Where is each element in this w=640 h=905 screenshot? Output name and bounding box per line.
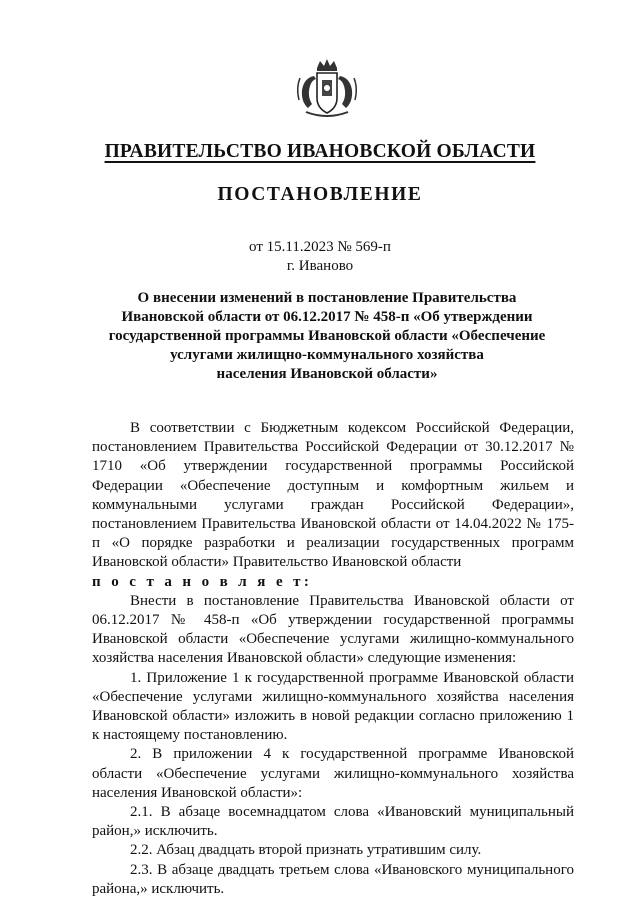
title-line: государственной программы Ивановской области «Обеспечение — [108, 328, 546, 344]
title-line: населения Ивановской области» — [216, 366, 438, 382]
subitem-paragraph: 2.2. Абзац двадцать второй признать утратившим силу. — [130, 842, 482, 859]
item-paragraph: 1. Приложение 1 к государственной программе Ивановской области «Обеспечение услугами жилищно-коммунального хозяйства населения Ивановской области» изложить в новой редакции согласно приложению 1 к настоящему постановлению. — [92, 669, 574, 744]
preamble-paragraph: В соответствии с Бюджетным кодексом Российской Федерации, постановлением Правительства Российской Федерации от 30.12.2017 № 1710 «Об утверждении государственной программы Российской Федерации «Обеспечение доступным и комфортным жильем и коммунальными услугами граждан Российской Федерации», постановлением Правительства Ивановской области от 14.04.2022 № 175-п «О порядке разработки и реализации государственных программ Ивановской области» Правительство Ивановской области — [92, 420, 574, 571]
subitem-paragraph: 2.1. В абзаце восемнадцатом слова «Ивановский муниципальный район,» исключить. — [92, 804, 574, 840]
organization-name: ПРАВИТЕЛЬСТВО ИВАНОВСКОЙ ОБЛАСТИ — [104, 141, 536, 162]
intro-paragraph: Внести в постановление Правительства Ивановской области от 06.12.2017 № 458-п «Об утверждении государственной программы Ивановской области «Обеспечение услугами жилищно-коммунального хозяйства населения Ивановской области» следующие изменения: — [92, 592, 574, 667]
document-type: ПОСТАНОВЛЕНИЕ — [217, 184, 423, 205]
decree-word: п о с т а н о в л я е т: — [92, 573, 313, 590]
subitem-paragraph: 2.3. В абзаце двадцать третьем слова «Ивановского муниципального района,» исключить. — [92, 861, 574, 897]
title-line: Ивановской области от 06.12.2017 № 458-п «Об утверждении — [121, 309, 533, 325]
document-body — [92, 419, 574, 899]
date-block — [0, 238, 640, 276]
title-line: услугами жилищно-коммунального хозяйства — [170, 347, 484, 363]
decree-paragraph — [92, 573, 574, 592]
coat-of-arms-icon — [292, 58, 362, 122]
date-number: от 15.11.2023 № 569-п — [249, 239, 391, 255]
title-line: О внесении изменений в постановление Правительства — [137, 290, 517, 306]
city: г. Иваново — [286, 258, 354, 274]
document-title — [100, 289, 554, 384]
item-paragraph: 2. В приложении 4 к государственной программе Ивановской области «Обеспечение услугами жилищно-коммунального хозяйства населения Ивановской области»: — [92, 746, 574, 801]
